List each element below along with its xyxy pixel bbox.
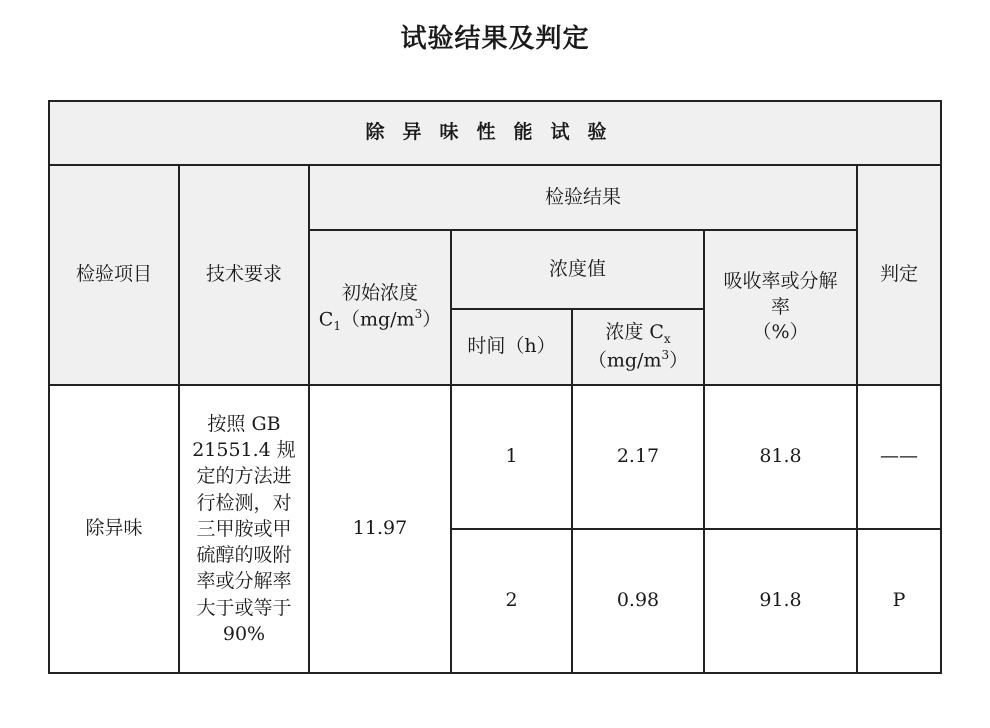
cell-initial-concentration: 11.97: [309, 385, 451, 673]
cell-item: 除异味: [49, 385, 179, 673]
cell-time: 2: [451, 529, 572, 673]
cell-concentration: 0.98: [572, 529, 704, 673]
header-absorption-rate: [704, 230, 857, 385]
page-title: 试验结果及判定: [400, 24, 590, 54]
header-absorption-label: 吸收率或分解率: [723, 270, 838, 318]
header-requirement: 技术要求: [179, 165, 309, 385]
cell-rate: 81.8: [704, 385, 857, 529]
header-initial-concentration-unit: $C_1(mg/m^3)$: [318, 307, 442, 334]
cell-rate: 91.8: [704, 529, 857, 673]
header-concentration-label: 浓度 $C_x$: [605, 321, 671, 346]
header-concentration-unit: $(mg/m^3)$: [587, 348, 689, 372]
cell-time: 1: [451, 385, 572, 529]
header-absorption-unit: （%）: [752, 321, 809, 344]
header-initial-concentration: [309, 230, 451, 385]
section-title: 除异味性能试验: [49, 101, 941, 165]
cell-concentration: 2.17: [572, 385, 704, 529]
header-judgement: 判定: [857, 165, 941, 385]
header-initial-concentration-label: 初始浓度: [341, 281, 418, 304]
header-concentration: [572, 309, 704, 385]
header-time: 时间（h）: [451, 309, 572, 385]
result-table: [48, 100, 942, 674]
cell-requirement: [179, 385, 309, 673]
cell-judgement: P: [857, 529, 941, 673]
header-concentration-value: 浓度值: [451, 230, 704, 309]
cell-judgement: ——: [857, 385, 941, 529]
header-results: 检验结果: [309, 165, 857, 230]
header-item: 检验项目: [49, 165, 179, 385]
requirement-text: 按照 GB 21551.4 规定的方法进行检测，对三甲胺或甲硫醇的吸附率或分解率大于或等于 90%: [192, 413, 296, 645]
